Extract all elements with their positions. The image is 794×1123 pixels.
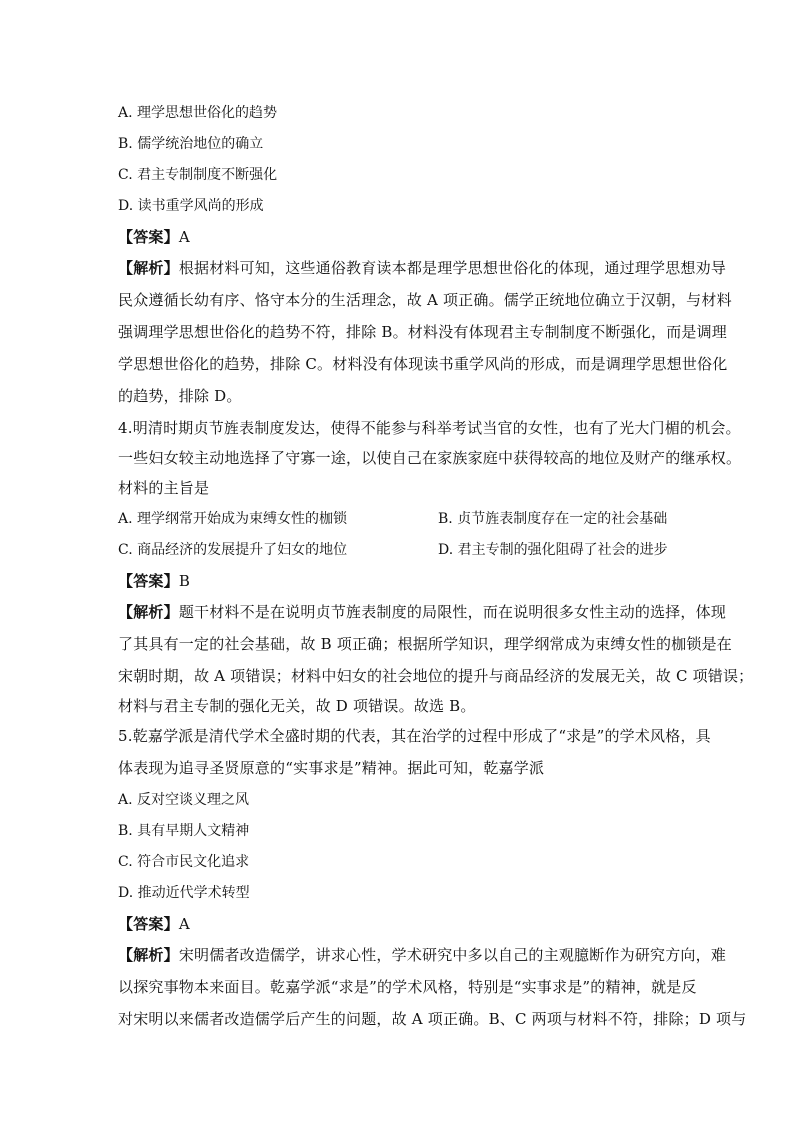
- analysis-text: 了其具有一定的社会基础，故 B 项正确；根据所学知识，理学纲常成为束缚女性的枷锁是在: [118, 635, 732, 653]
- answer-line: [118, 228, 190, 246]
- analysis-text: 以探究事物本来面目。乾嘉学派“求是”的学术风格，特别是“实事求是”的精神，就是反: [118, 978, 697, 996]
- answer-value: A: [178, 228, 190, 246]
- answer-value: A: [178, 915, 190, 933]
- answer-line: [118, 915, 190, 933]
- question-stem: 5.乾嘉学派是清代学术全盛时期的代表，其在治学的过程中形成了“求是”的学术风格，具: [118, 727, 711, 745]
- analysis-text: 学思想世俗化的趋势，排除 C。材料没有体现读书重学风尚的形成，而是调理学思想世俗化: [118, 355, 728, 373]
- option-a: A. 理学纲常开始成为束缚女性的枷锁: [118, 511, 348, 527]
- option-a: A. 理学思想世俗化的趋势: [118, 105, 278, 121]
- analysis-line: [118, 946, 726, 964]
- analysis-line: [118, 603, 726, 621]
- analysis-text: 宋朝时期，故 A 项错误；材料中妇女的社会地位的提升与商品经济的发展无关，故 C 项错误；: [118, 667, 754, 685]
- option-c: C. 符合市民文化追求: [118, 854, 250, 870]
- analysis-text: 对宋明以来儒者改造儒学后产生的问题，故 A 项正确。B、C 两项与材料不符，排除；D 项与: [118, 1010, 747, 1028]
- analysis-text: 根据材料可知，这些通俗教育读本都是理学思想世俗化的体现，通过理学思想劝导: [178, 259, 727, 277]
- option-a: A. 反对空谈义理之风: [118, 792, 250, 808]
- option-b: B. 贞节旌表制度存在一定的社会基础: [438, 511, 668, 527]
- analysis-text: 民众遵循长幼有序、恪守本分的生活理念，故 A 项正确。儒学正统地位确立于汉朝，与材料: [118, 291, 732, 309]
- analysis-text: 的趋势，排除 D。: [118, 387, 242, 405]
- answer-line: [118, 572, 190, 590]
- option-c: C. 商品经济的发展提升了妇女的地位: [118, 542, 348, 558]
- analysis-label: 【解析】: [118, 946, 179, 964]
- analysis-text: 材料与君主专制的强化无关，故 D 项错误。故选 B。: [118, 697, 476, 715]
- question-stem: 材料的主旨是: [118, 479, 210, 497]
- option-b: B. 具有早期人文精神: [118, 823, 250, 839]
- option-b: B. 儒学统治地位的确立: [118, 136, 264, 152]
- analysis-label: 【解析】: [118, 259, 179, 277]
- answer-label: 【答案】: [118, 228, 179, 246]
- analysis-line: [118, 259, 726, 277]
- answer-label: 【答案】: [118, 572, 179, 590]
- analysis-text: 强调理学思想世俗化的趋势不符，排除 B。材料没有体现君主专制制度不断强化，而是调理: [118, 323, 727, 341]
- question-stem: 体表现为追寻圣贤原意的“实事求是”精神。据此可知，乾嘉学派: [118, 759, 545, 777]
- option-d: D. 君主专制的强化阻碍了社会的进步: [438, 542, 668, 558]
- question-stem: 一些妇女较主动地选择了守寡一途，以使自己在家族家庭中获得较高的地位及财产的继承权。: [118, 449, 742, 467]
- option-d: D. 读书重学风尚的形成: [118, 198, 264, 214]
- analysis-text: 题干材料不是在说明贞节旌表制度的局限性，而在说明很多女性主动的选择，体现: [178, 603, 727, 621]
- analysis-label: 【解析】: [118, 603, 179, 621]
- analysis-text: 宋明儒者改造儒学，讲求心性，学术研究中多以自己的主观臆断作为研究方向，难: [178, 946, 727, 964]
- option-c: C. 君主专制制度不断强化: [118, 167, 278, 183]
- answer-label: 【答案】: [118, 915, 179, 933]
- answer-value: B: [178, 572, 191, 590]
- option-d: D. 推动近代学术转型: [118, 885, 250, 901]
- question-stem: 4.明清时期贞节旌表制度发达，使得不能参与科举考试当官的女性，也有了光大门楣的机会。: [118, 419, 741, 437]
